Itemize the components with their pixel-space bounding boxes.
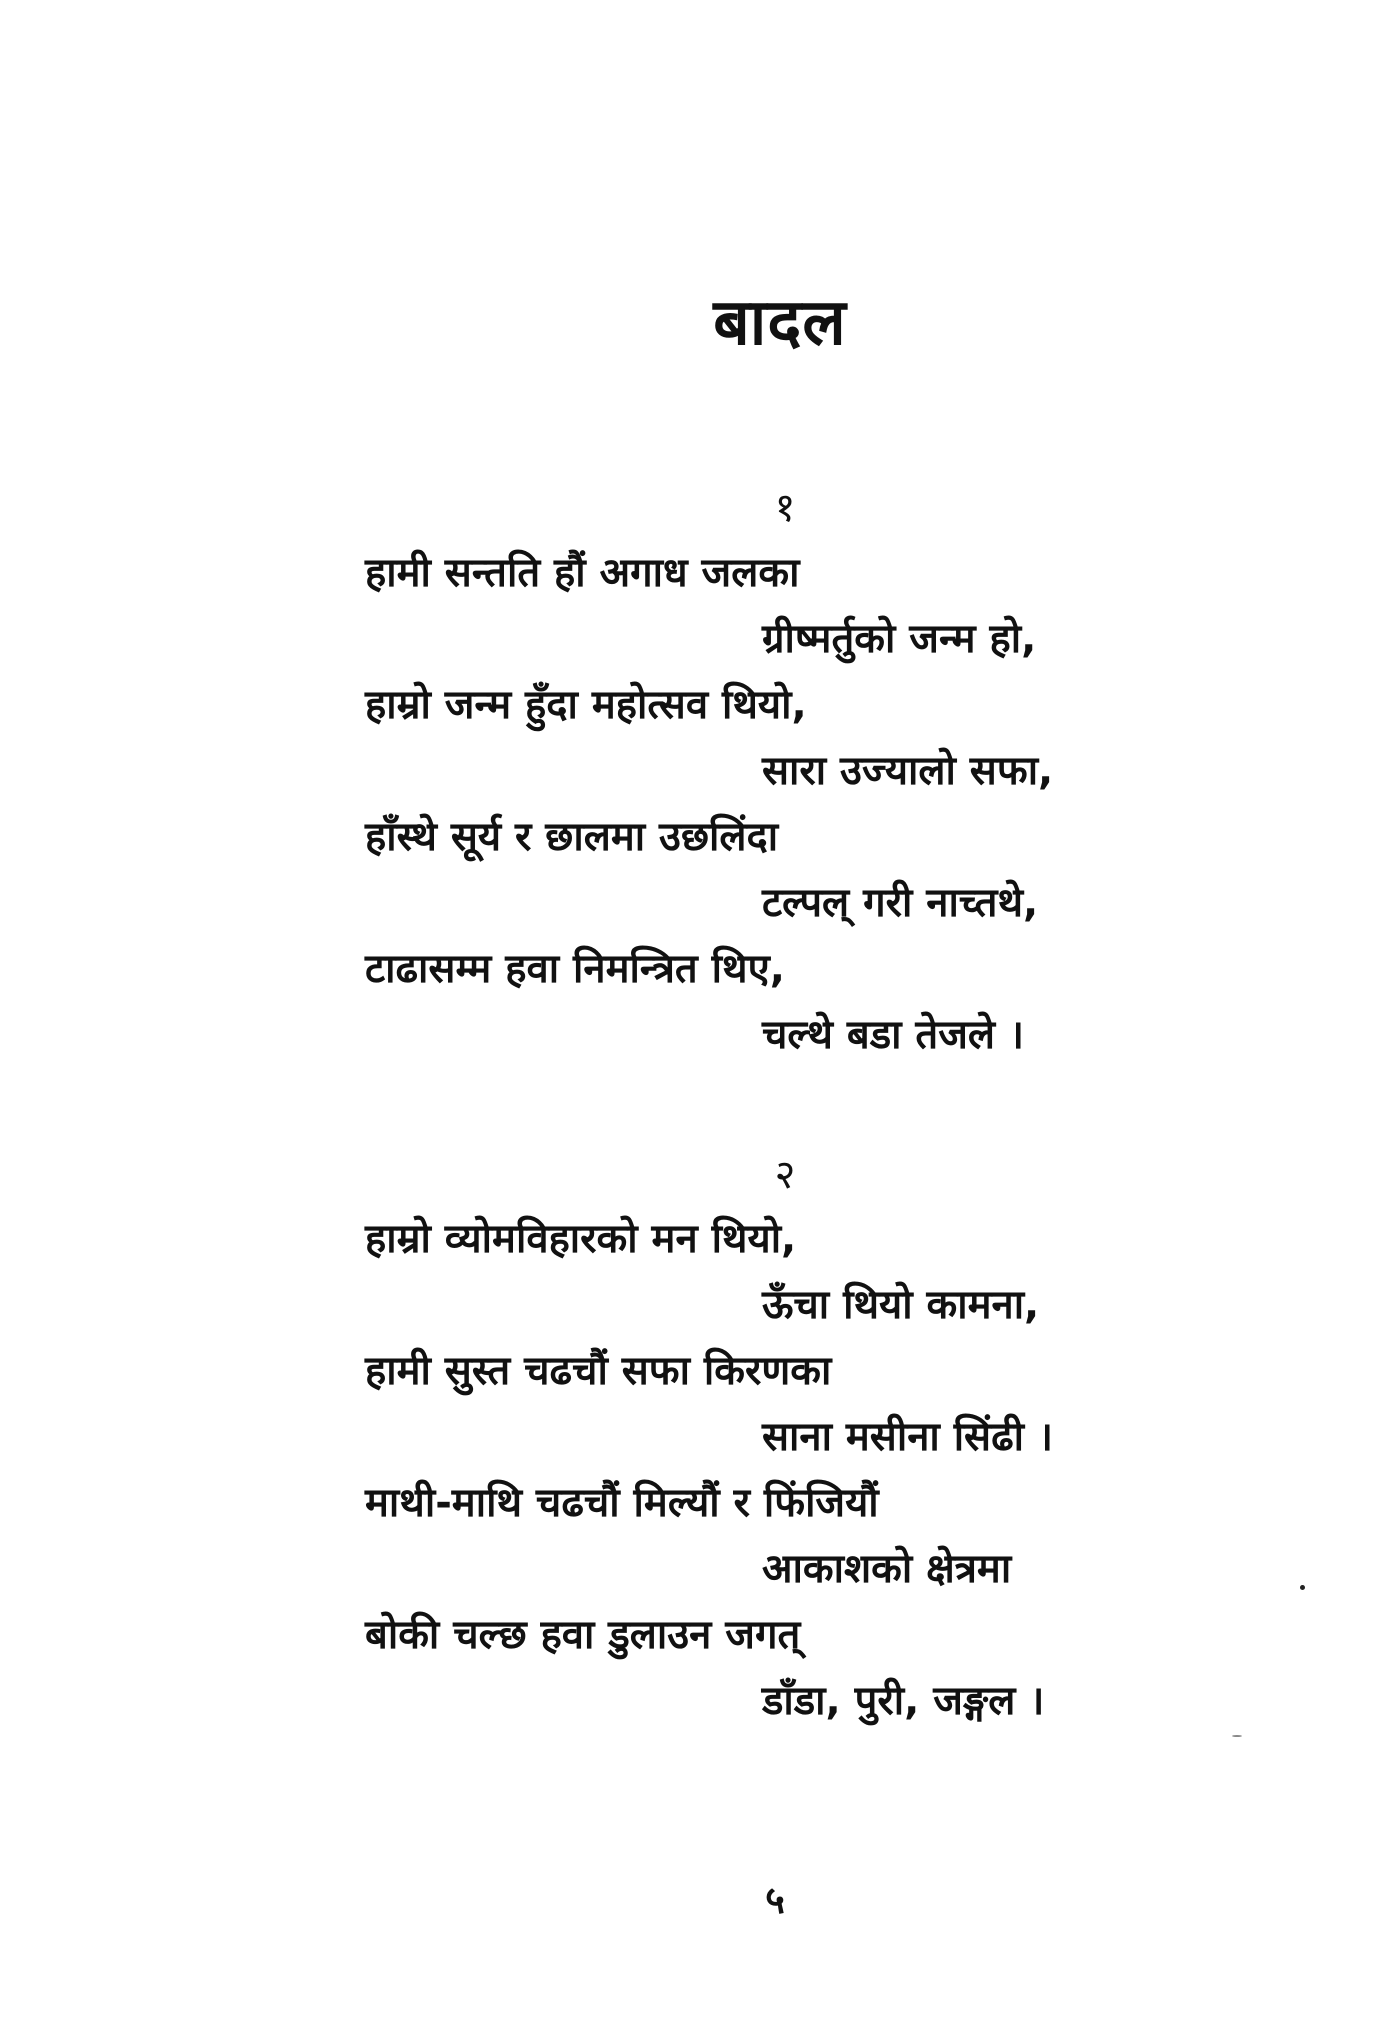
stanza-1-line-2: ग्रीष्मर्तुको जन्म हो, (762, 616, 1037, 662)
stanza-1-line-1: हामी सन्तति हौं अगाध जलका (365, 550, 800, 596)
stanza-1-line-8: चल्थे बडा तेजले । (762, 1012, 1025, 1058)
stanza-2-line-2: ऊँचा थियो कामना, (762, 1282, 1040, 1328)
stanza-2-line-5: माथी-माथि चढचौं मिल्यौं र फिंजियौं (365, 1480, 879, 1526)
page-number: ५ (765, 1878, 785, 1922)
stanza-number-1: १ (774, 485, 796, 531)
stanza-2-line-4: साना मसीना सिंढी । (762, 1414, 1054, 1460)
scan-speck (1232, 1735, 1242, 1737)
stanza-2-line-1: हाम्रो व्योमविहारको मन थियो, (365, 1216, 797, 1262)
stanza-1-line-7: टाढासम्म हवा निमन्त्रित थिए, (365, 946, 785, 992)
scan-speck (1300, 1585, 1305, 1590)
stanza-2-line-8: डाँडा, पुरी, जङ्गल । (762, 1678, 1045, 1724)
stanza-1-line-3: हाम्रो जन्म हुँदा महोत्सव थियो, (365, 682, 807, 728)
poem-title: बादल (713, 286, 847, 360)
stanza-2-line-6: आकाशको क्षेत्रमा (762, 1546, 1012, 1592)
stanza-1-line-5: हाँस्थे सूर्य र छालमा उछलिंदा (365, 814, 779, 860)
stanza-2-line-7: बोकी चल्छ हवा डुलाउन जगत् (365, 1612, 801, 1658)
stanza-number-2: २ (774, 1152, 796, 1198)
stanza-2-line-3: हामी सुस्त चढचौं सफा किरणका (365, 1348, 832, 1394)
stanza-1-line-4: सारा उज्यालो सफा, (762, 748, 1054, 794)
stanza-1-line-6: टल्पल् गरी नाच्तथे, (762, 880, 1039, 926)
